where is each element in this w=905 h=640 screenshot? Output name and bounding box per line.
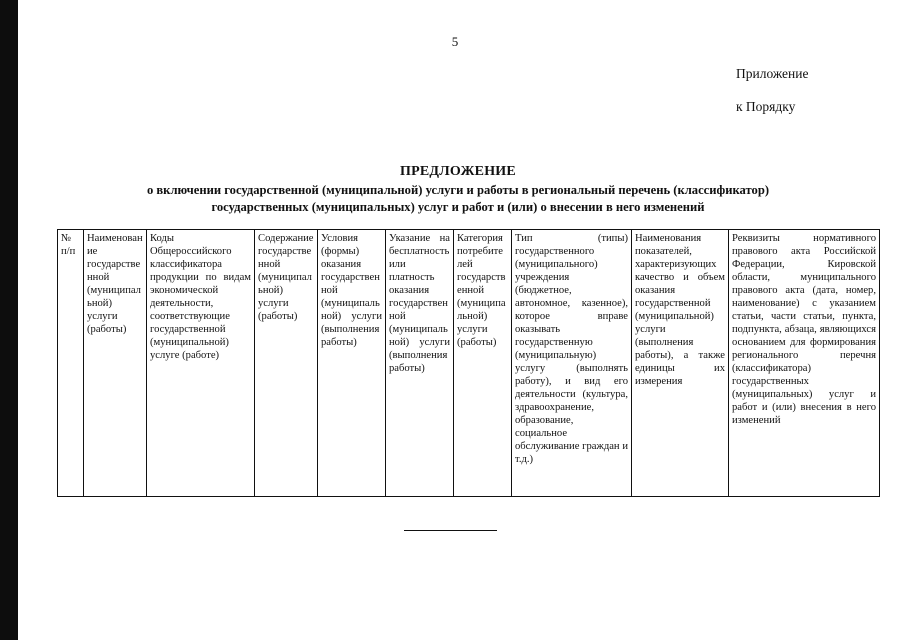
column-service-name: Наименование государственной (муниципальной) услуги (работы) [84, 230, 147, 497]
document-subtitle-line-1: о включении государственной (муниципальной) услуги и работы в региональный перечень (классификатор) [146, 183, 770, 197]
proposal-table [57, 229, 880, 497]
column-institution-type: Тип (типы) государственного (муниципального) учреждения (бюджетное, автономное, казенное), которое вправе оказывать государственную (муниципальную) услугу (выполнять работу), и вид его деятельности (культура, здравоохранение, образование, социальное обслуживание граждан и т.д.) [512, 230, 632, 497]
column-service-content: Содержание государственной (муниципальной) услуги (работы) [255, 230, 318, 497]
footer-rule [404, 530, 497, 531]
column-paid-or-free: Указание на бесплатность или платность оказания государственной (муниципальной) услуги (выполнения работы) [386, 230, 454, 497]
column-service-conditions: Условия (формы) оказания государственной (муниципальной) услуги (выполнения работы) [318, 230, 386, 497]
column-quality-indicators: Наименования показателей, характеризующих качество и объем оказания государственной (муниципальной) услуги (выполнения работы), а также единицы их измерения [632, 230, 729, 497]
document-title: ПРЕДЛОЖЕНИЕ [400, 164, 516, 179]
column-legal-act-details: Реквизиты нормативного правового акта Российской Федерации, Кировской области, муниципального правового акта (дата, номер, наименование) с указанием статьи, части статьи, пункта, подпункта, абзаца, являющихся основанием для формирования регионального перечня (классификатора) государственных (муниципальных) услуг и работ и (или) внесения в него изменений [729, 230, 880, 497]
page-number: 5 [451, 34, 459, 49]
column-okved-codes: Коды Общероссийского классификатора продукции по видам экономической деятельности, соответствующие государственной (муниципальной) услуге (работе) [147, 230, 255, 497]
column-consumer-category: Категория потребителей государственной (муниципальной) услуги (работы) [454, 230, 512, 497]
table-header-row [58, 230, 880, 497]
scan-left-edge [0, 0, 18, 640]
column-number: № п/п [58, 230, 84, 497]
appendix-reference: к Порядку [736, 99, 796, 114]
document-subtitle-line-2: государственных (муниципальных) услуг и работ и (или) о внесении в него изменений [211, 200, 705, 214]
appendix-label: Приложение [736, 66, 809, 81]
